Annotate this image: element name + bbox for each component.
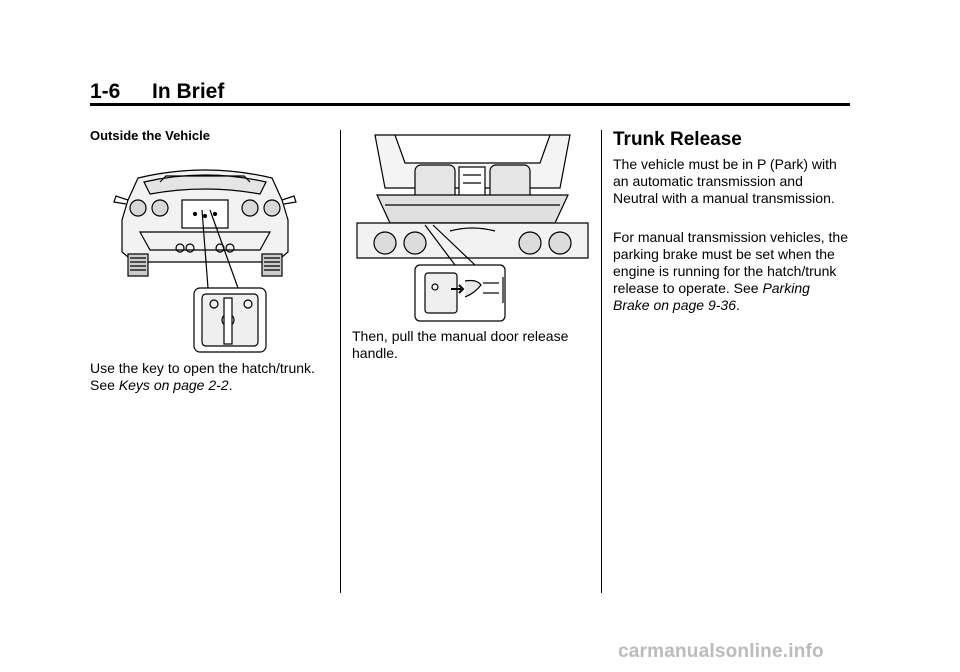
column-divider-2	[601, 130, 602, 593]
column-divider-1	[340, 130, 341, 593]
trunk-release-paragraph-1: The vehicle must be in P (Park) with an automatic transmission and Neutral with a manual transmission.	[613, 156, 837, 206]
caption-door-release: Then, pull the manual door release handle.	[352, 328, 569, 361]
heading-trunk-release: Trunk Release	[613, 129, 742, 150]
page-number: 1-6	[90, 80, 121, 103]
rear-hatch-key-illustration	[110, 160, 300, 355]
ref-parking-brake-page: Parking Brake on page 9-36	[613, 280, 810, 313]
header-rule	[90, 103, 850, 106]
section-title: In Brief	[152, 80, 225, 103]
trunk-interior-illustration	[355, 133, 590, 323]
caption-hatch-key: Use the key to open the hatch/trunk. See Keys on page 2-2.	[90, 360, 315, 393]
subheading-outside-vehicle: Outside the Vehicle	[90, 128, 210, 143]
trunk-release-paragraph-2: For manual transmission vehicles, the parking brake must be set when the engine is running for the hatch/trunk release to operate. See Parking Brake on page 9-36.	[613, 229, 848, 313]
ref-keys-page: Keys on page 2-2	[118, 377, 229, 393]
watermark-text: carmanualsonline.info	[618, 641, 824, 662]
